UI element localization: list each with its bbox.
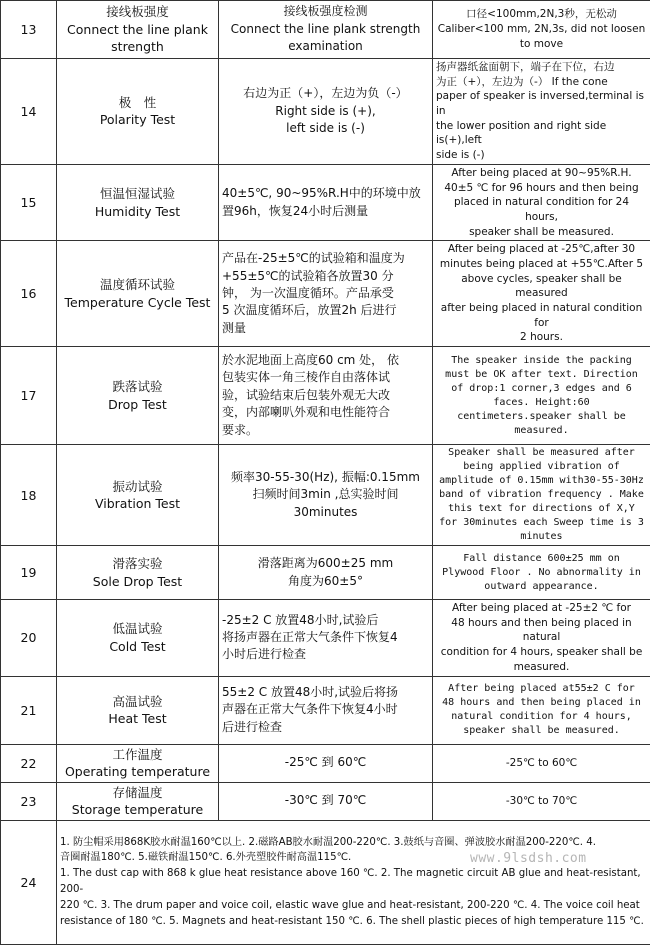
test-row <box>1 347 650 445</box>
note-line: 1. The dust cap with 868 k glue heat resistance above 160 ℃. 2. The magnetic circuit AB glue and heat-resistant, 200- <box>60 866 647 898</box>
test-criteria <box>433 241 650 347</box>
test-item-en: Heat Test <box>60 710 215 728</box>
test-criteria-line: speaker shall be measured. <box>436 724 647 738</box>
row-number: 24 <box>1 820 57 944</box>
test-method-line: 变，内部喇叭外观和电性能符合 <box>222 404 429 421</box>
test-criteria-line: -30℃ to 70℃ <box>436 794 647 809</box>
test-criteria-line: After being placed at -25±2 ℃ for <box>436 601 647 616</box>
row-number: 20 <box>1 600 57 676</box>
row-number: 15 <box>1 164 57 240</box>
test-row <box>1 600 650 676</box>
test-method-line: 包装实体一角三棱作自由落体试 <box>222 369 429 386</box>
row-number: 13 <box>1 1 57 59</box>
test-item <box>57 546 219 600</box>
test-row <box>1 59 650 165</box>
test-item <box>57 241 219 347</box>
test-method-line: -25±2 C 放置48小时,试验后 <box>222 612 429 629</box>
test-method-line: 验，试验结束后包装外观无大改 <box>222 387 429 404</box>
test-criteria-line: 48 hours and then being placed in natural <box>436 616 647 645</box>
test-criteria-line: must be OK after text. Direction <box>436 368 647 382</box>
test-method <box>219 241 433 347</box>
test-criteria-line: After being placed at 90~95%R.H. <box>436 166 647 181</box>
test-criteria <box>433 546 650 600</box>
test-criteria-line: the lower position and right side is(+),left <box>436 119 647 148</box>
test-criteria-line: after being placed in natural condition for <box>436 301 647 330</box>
test-method-line: 测量 <box>222 320 429 337</box>
test-criteria-line: minutes being placed at +55℃.After 5 <box>436 257 647 272</box>
test-criteria-line: for 30minutes each Sweep time is 3 <box>436 516 647 530</box>
test-method-line: 扫频时间3min ,总实验时间 <box>222 486 429 503</box>
test-item-en: Humidity Test <box>60 203 215 221</box>
test-method-line: 接线板强度检测 <box>222 3 429 20</box>
test-criteria-line: amplitude of 0.15mm with30-55-30Hz <box>436 474 647 488</box>
test-criteria-line: 扬声器纸盆面朝下，端子在下位，右边 <box>436 60 647 75</box>
test-criteria-line: above cycles, speaker shall be measured <box>436 272 647 301</box>
test-method <box>219 1 433 59</box>
test-method <box>219 744 433 782</box>
test-item-en: Storage temperature <box>60 801 215 819</box>
test-criteria-line: -25℃ to 60℃ <box>436 756 647 771</box>
test-item-zh: 极 性 <box>60 94 215 112</box>
test-item <box>57 59 219 165</box>
test-method-line: 右边为正（+），左边为负（-） <box>222 85 429 102</box>
note-line: 音圈耐温180℃. 5.磁铁耐温150℃. 6.外壳塑胶件耐高温115℃. <box>60 850 647 866</box>
test-criteria-line: The speaker inside the packing <box>436 354 647 368</box>
test-item-en: Connect the line plank strength <box>60 21 215 56</box>
row-number: 23 <box>1 782 57 820</box>
test-criteria-line: centimeters.speaker shall be <box>436 410 647 424</box>
test-item-en: Cold Test <box>60 638 215 656</box>
test-method-line: 要求。 <box>222 422 429 439</box>
test-criteria-line: minutes <box>436 530 647 544</box>
test-item-en: Polarity Test <box>60 111 215 129</box>
test-row <box>1 445 650 546</box>
test-criteria-line: side is (-) <box>436 148 647 163</box>
test-item-en: Operating temperature <box>60 763 215 781</box>
test-method <box>219 164 433 240</box>
test-method-line: 后进行检查 <box>222 719 429 736</box>
test-criteria-line: After being placed at -25℃,after 30 <box>436 242 647 257</box>
test-method-line: 将扬声器在正常大气条件下恢复4 <box>222 629 429 646</box>
test-method-line: -25℃ 到 60℃ <box>222 754 429 771</box>
test-row <box>1 546 650 600</box>
row-number: 21 <box>1 676 57 744</box>
test-criteria-line: Fall distance 600±25 mm on <box>436 552 647 566</box>
test-method <box>219 59 433 165</box>
test-method <box>219 347 433 445</box>
test-method <box>219 600 433 676</box>
test-criteria-line: faces. Height:60 <box>436 396 647 410</box>
test-item-en: Sole Drop Test <box>60 573 215 591</box>
test-criteria <box>433 600 650 676</box>
row-number: 14 <box>1 59 57 165</box>
site-watermark: www.9lsdsh.com <box>470 851 587 866</box>
test-criteria-line: paper of speaker is inversed,terminal is in <box>436 89 647 118</box>
test-row <box>1 782 650 820</box>
test-spec-body <box>1 1 650 945</box>
test-criteria-line: measured. <box>436 424 647 438</box>
test-criteria-line: to move <box>436 37 647 52</box>
test-item-en: Drop Test <box>60 396 215 414</box>
test-criteria <box>433 782 650 820</box>
test-item-zh: 高温试验 <box>60 693 215 711</box>
test-item-zh: 跌落试验 <box>60 378 215 396</box>
test-item-zh: 低温试验 <box>60 620 215 638</box>
test-item <box>57 676 219 744</box>
test-row <box>1 241 650 347</box>
test-criteria-line: natural condition for 4 hours, <box>436 710 647 724</box>
test-criteria-line: outward appearance. <box>436 580 647 594</box>
test-criteria-line: this text for directions of X,Y <box>436 502 647 516</box>
test-row <box>1 1 650 59</box>
test-criteria-line: 48 hours and then being placed in <box>436 696 647 710</box>
test-row <box>1 744 650 782</box>
test-method-line: 滑落距离为600±25 mm <box>222 555 429 572</box>
test-criteria <box>433 347 650 445</box>
test-method-line: Right side is (+), <box>222 103 429 120</box>
test-row <box>1 676 650 744</box>
test-item-zh: 温度循环试验 <box>60 276 215 294</box>
test-method-line: Connect the line plank strength <box>222 21 429 38</box>
test-criteria-line: 2 hours. <box>436 330 647 345</box>
test-method-line: 5 次温度循环后，放置2h 后进行 <box>222 302 429 319</box>
test-criteria <box>433 744 650 782</box>
test-item-en: Vibration Test <box>60 495 215 513</box>
test-item-zh: 工作温度 <box>60 746 215 764</box>
note-line: 220 ℃. 3. The drum paper and voice coil, elastic wave glue and heat-resistant, 200-220 ℃. 4. The voice coil heat <box>60 898 647 914</box>
test-row <box>1 164 650 240</box>
test-method-line: 55±2 C 放置48小时,试验后将扬 <box>222 684 429 701</box>
test-criteria-line: condition for 4 hours, speaker shall be <box>436 645 647 660</box>
test-method-line: -30℃ 到 70℃ <box>222 792 429 809</box>
row-number: 16 <box>1 241 57 347</box>
test-criteria <box>433 676 650 744</box>
test-item-zh: 恒温恒湿试验 <box>60 185 215 203</box>
test-criteria-line: placed in natural condition for 24 hours, <box>436 195 647 224</box>
material-note-row <box>1 820 650 944</box>
test-item-zh: 滑落实验 <box>60 555 215 573</box>
test-item <box>57 1 219 59</box>
test-item <box>57 164 219 240</box>
test-criteria <box>433 164 650 240</box>
test-method-line: 声器在正常大气条件下恢复4小时 <box>222 701 429 718</box>
test-criteria <box>433 445 650 546</box>
test-method <box>219 546 433 600</box>
test-method-line: 角度为60±5° <box>222 573 429 590</box>
test-criteria-line: After being placed at55±2 C for <box>436 682 647 696</box>
test-method <box>219 782 433 820</box>
note-line: resistance of 180 ℃. 5. Magnets and heat-resistant 150 ℃. 6. The shell plastic pieces of high temperature 115 ℃. <box>60 914 647 930</box>
test-method-line: 於水泥地面上高度60 cm 处， 依 <box>222 352 429 369</box>
test-item-zh: 接线板强度 <box>60 3 215 21</box>
test-criteria-line: speaker shall be measured. <box>436 225 647 240</box>
test-item-zh: 振动试验 <box>60 478 215 496</box>
test-method-line: 40±5℃, 90~95%R.H中的环境中放 <box>222 185 429 202</box>
test-method-line: 30minutes <box>222 504 429 521</box>
test-item <box>57 347 219 445</box>
note-line: 1. 防尘帽采用868K胶水耐温160℃以上. 2.磁路AB胶水耐温200-220℃. 3.鼓纸与音圈、弹波胶水耐温200-220℃. 4. <box>60 835 647 851</box>
test-item-en: Temperature Cycle Test <box>60 294 215 312</box>
test-criteria-line: 为正（+），左边为（-） If the cone <box>436 75 647 90</box>
test-criteria-line: measured. <box>436 660 647 675</box>
test-item <box>57 445 219 546</box>
test-criteria-line: Plywood Floor . No abnormality in <box>436 566 647 580</box>
test-method-line: 置96h，恢复24小时后测量 <box>222 203 429 220</box>
test-item <box>57 600 219 676</box>
test-method-line: examination <box>222 38 429 55</box>
test-method-line: 小时后进行检查 <box>222 646 429 663</box>
test-method <box>219 445 433 546</box>
test-criteria-line: 口径<100mm,2N,3秒，无松动 <box>436 7 647 22</box>
test-criteria-line: Speaker shall be measured after <box>436 446 647 460</box>
test-criteria-line: Caliber<100 mm, 2N,3s, did not loosen <box>436 22 647 37</box>
test-method-line: 产品在-25±5℃的试验箱和温度为 <box>222 250 429 267</box>
test-criteria-line: of drop:1 corner,3 edges and 6 <box>436 382 647 396</box>
test-method-line: +55±5℃的试验箱各放置30 分 <box>222 268 429 285</box>
test-method-line: 钟， 为一次温度循环。产品承受 <box>222 285 429 302</box>
material-heat-resistance-note <box>57 820 650 944</box>
test-criteria-line: 40±5 ℃ for 96 hours and then being <box>436 181 647 196</box>
test-method <box>219 676 433 744</box>
row-number: 17 <box>1 347 57 445</box>
row-number: 19 <box>1 546 57 600</box>
test-item <box>57 744 219 782</box>
row-number: 18 <box>1 445 57 546</box>
test-method-line: left side is (-) <box>222 120 429 137</box>
test-item <box>57 782 219 820</box>
test-criteria <box>433 1 650 59</box>
row-number: 22 <box>1 744 57 782</box>
test-criteria <box>433 59 650 165</box>
test-criteria-line: band of vibration frequency . Make <box>436 488 647 502</box>
test-criteria-line: being applied vibration of <box>436 460 647 474</box>
test-item-zh: 存储温度 <box>60 784 215 802</box>
test-method-line: 频率30-55-30(Hz), 振幅:0.15mm <box>222 469 429 486</box>
